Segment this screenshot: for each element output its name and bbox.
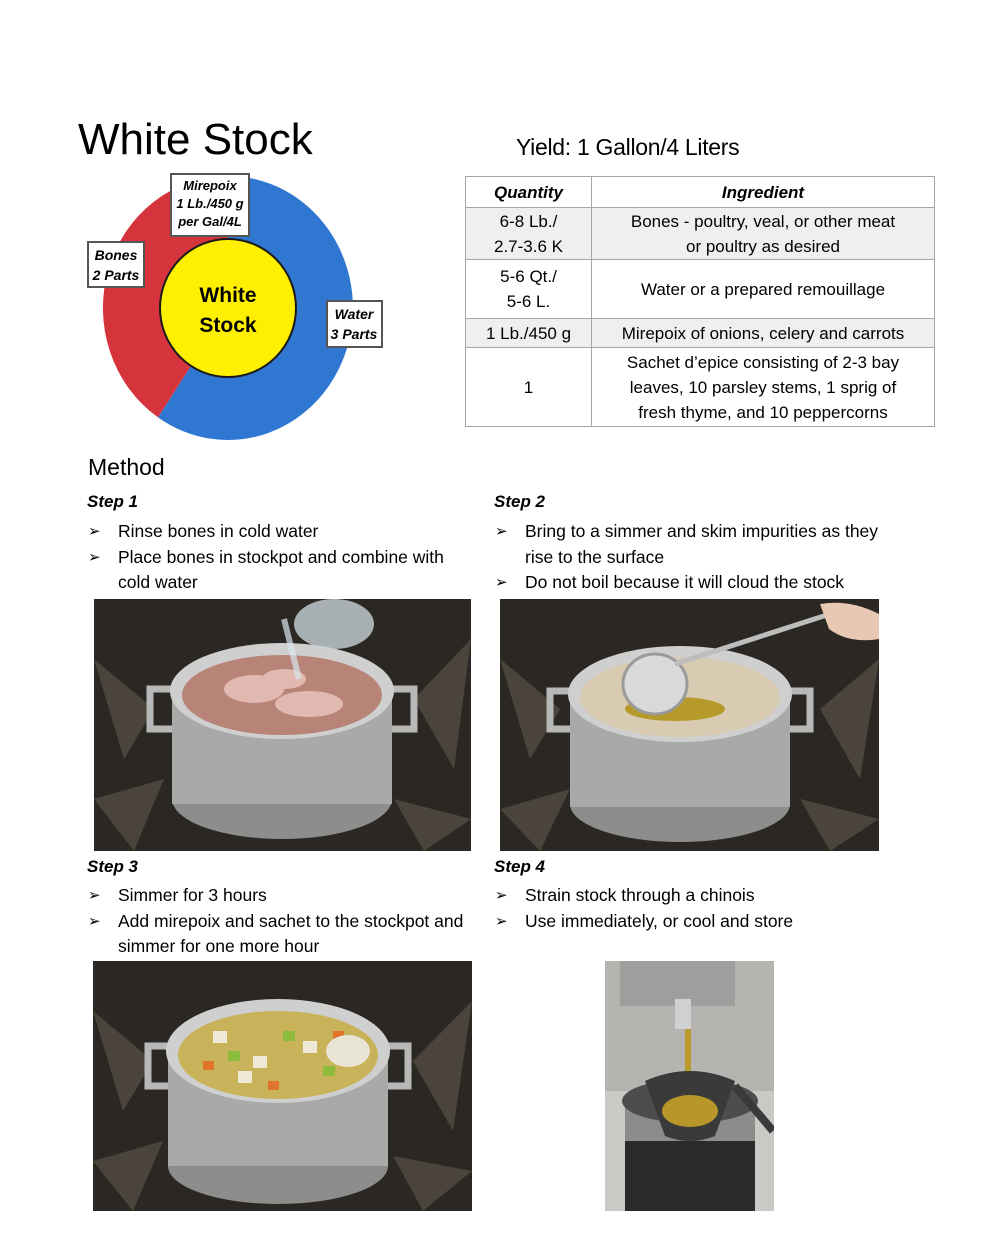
step-1-label: Step 1: [87, 492, 139, 511]
ingredient-cell: Water or a prepared remouillage: [592, 260, 935, 319]
arrow-bullet-icon: ➢: [88, 912, 101, 930]
list-item: ➢ Add mirepoix and sachet to the stockpot and simmer for one more hour: [88, 910, 464, 956]
quantity-cell: 5-6 Qt./ 5-6 L.: [466, 260, 592, 319]
arrow-bullet-icon: ➢: [495, 574, 508, 591]
bones-label-1: Bones: [94, 247, 138, 263]
list-item: ➢ Place bones in stockpot and combine with cold water: [88, 546, 444, 592]
step-4-label: Step 4: [494, 857, 546, 876]
method-heading: Method: [88, 454, 165, 480]
arrow-bullet-icon: ➢: [495, 887, 508, 904]
bones-label-2: 2 Parts: [92, 267, 140, 283]
step-1-photo: [94, 599, 471, 851]
step-2-list: [495, 519, 900, 596]
table-row: [466, 208, 935, 260]
list-item: ➢ Do not boil because it will cloud the stock: [495, 570, 900, 596]
ingredient-table: [465, 176, 935, 427]
ingredient-cell: Sachet d’epice consisting of 2-3 bay leaves, 10 parsley stems, 1 sprig of fresh thyme, and 10 peppercorns: [592, 348, 935, 427]
list-item: ➢ Rinse bones in cold water: [88, 519, 468, 545]
step-3-photo: [93, 961, 472, 1211]
table-row: [466, 348, 935, 427]
arrow-bullet-icon: ➢: [495, 912, 508, 930]
step-3-label: Step 3: [87, 857, 139, 876]
list-item: ➢ Strain stock through a chinois: [495, 883, 900, 909]
arrow-bullet-icon: ➢: [88, 523, 101, 540]
water-label-1: Water: [334, 306, 374, 322]
arrow-bullet-icon: ➢: [88, 548, 101, 566]
quantity-cell: 1 Lb./450 g: [466, 319, 592, 348]
list-item: ➢ Simmer for 3 hours: [88, 883, 473, 909]
mirepoix-label-2: 1 Lb./450 g: [176, 196, 244, 211]
center-label-white: White: [199, 284, 257, 307]
arrow-bullet-icon: ➢: [88, 887, 101, 904]
header-quantity: Quantity: [466, 177, 592, 208]
quantity-cell: 1: [466, 348, 592, 427]
yield-text: Yield: 1 Gallon/4 Liters: [516, 134, 740, 160]
stock-ratio-chart: [80, 170, 395, 442]
center-circle: [160, 239, 296, 377]
ingredient-cell: Bones - poultry, veal, or other meat or poultry as desired: [592, 208, 935, 260]
water-label-2: 3 Parts: [330, 326, 378, 342]
step-2-label: Step 2: [494, 492, 546, 511]
step-2-photo: [500, 599, 879, 851]
step-3-list: [88, 883, 473, 960]
list-item: ➢ Bring to a simmer and skim impurities as they rise to the surface: [495, 521, 879, 567]
ingredient-cell: Mirepoix of onions, celery and carrots: [592, 319, 935, 348]
page-title: White Stock: [78, 115, 313, 164]
header-ingredient: Ingredient: [592, 177, 935, 208]
table-header-row: [466, 177, 935, 208]
quantity-cell: 6-8 Lb./ 2.7-3.6 K: [466, 208, 592, 260]
step-1-list: [88, 519, 468, 596]
step-4-list: [495, 883, 900, 934]
mirepoix-label-3: per Gal/4L: [178, 214, 242, 229]
table-row: [466, 260, 935, 319]
arrow-bullet-icon: ➢: [495, 523, 508, 540]
step-4-photo: [605, 961, 774, 1211]
table-row: [466, 319, 935, 348]
mirepoix-label-1: Mirepoix: [183, 178, 237, 193]
list-item: ➢ Use immediately, or cool and store: [495, 909, 900, 935]
center-label-stock: Stock: [199, 314, 257, 337]
